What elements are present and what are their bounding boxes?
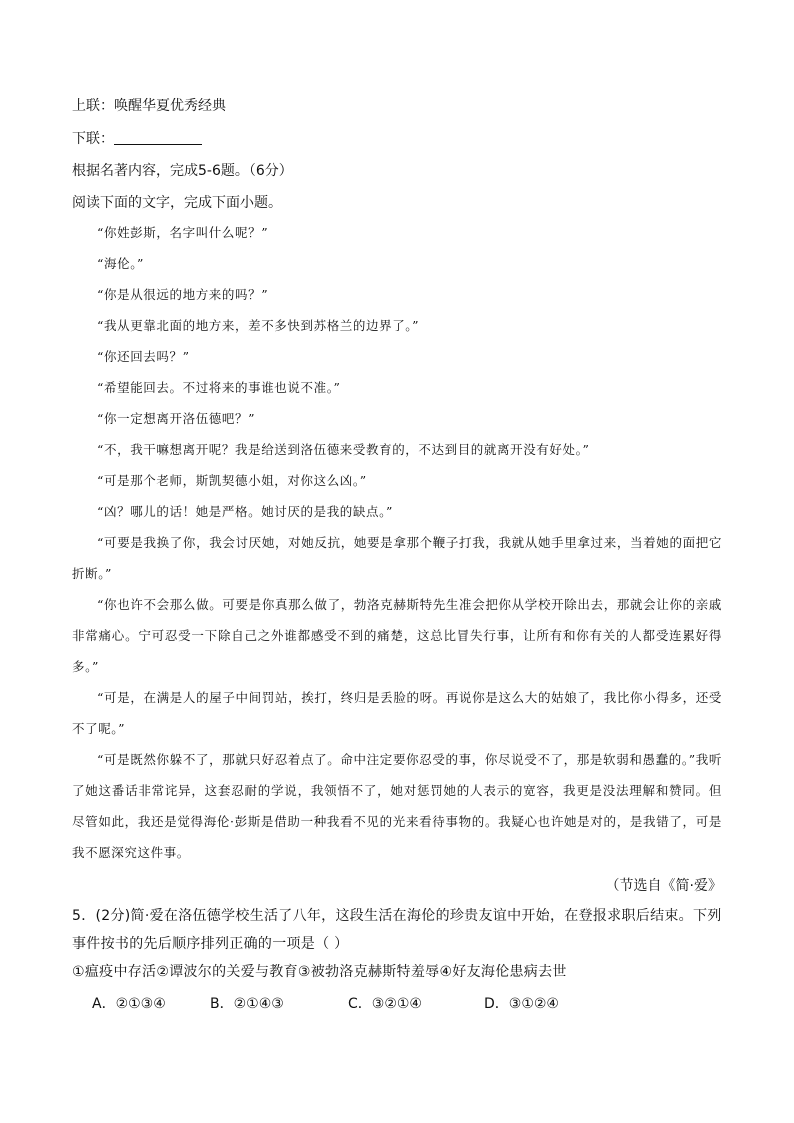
- passage-paragraph: “不，我干嘛想离开呢？我是给送到洛伍德来受教育的，不达到目的就离开没有好处。”: [97, 442, 590, 457]
- document-page: [72, 96, 722, 1018]
- passage-paragraph: “你也许不会那么做。可要是你真那么做了，勃洛克赫斯特先生准会把你从学校开除出去，那就会让你的亲戚非常痛心。宁可忍受一下除自己之外谁都感受不到的痛楚，这总比冒失行事，让所有和你有关的人都受连累好得多。”: [72, 597, 722, 674]
- answer-options: [72, 990, 722, 1018]
- couplet-lower-label: 下联：: [72, 131, 114, 147]
- couplet-lower: [72, 128, 722, 149]
- passage-paragraph: “我从更靠北面的地方来，差不多快到苏格兰的边界了。”: [97, 318, 420, 333]
- passage-paragraph: “海伦。”: [97, 256, 145, 271]
- option-c[interactable]: C．③②①④: [348, 996, 422, 1012]
- section-instruction: 根据名著内容，完成5-6题。（6分）: [72, 163, 293, 179]
- passage-paragraph: “可是既然你躲不了，那就只好忍着点了。命中注定要你忍受的事，你尽说受不了，那是软弱和愚蠢的。”我听了她这番话非常诧异，这套忍耐的学说，我领悟不了，她对惩罚她的人表示的宽容，我更是没法理解和赞同。但尽管如此，我还是觉得海伦·彭斯是借助一种我看不见的光来看待事物的。我疑心也许她是对的，是我错了，可是我不愿深究这件事。: [72, 752, 722, 860]
- passage-paragraph: “你还回去吗？”: [97, 349, 190, 364]
- question-stem: 5．(2分)简·爱在洛伍德学校生活了八年，这段生活在海伦的珍贵友谊中开始，在登报求职后结束。下列事件按书的先后顺序排列正确的一项是（ ）: [72, 908, 722, 952]
- passage-paragraph: “你姓彭斯，名字叫什么呢？”: [97, 225, 269, 240]
- passage-paragraph: “希望能回去。不过将来的事谁也说不准。”: [97, 380, 341, 395]
- passage-source: （节选自《简·爱》: [605, 878, 722, 894]
- reading-instruction: 阅读下面的文字，完成下面小题。: [72, 195, 282, 211]
- option-b[interactable]: B．②①④③: [210, 996, 284, 1012]
- answer-blank: [114, 128, 202, 145]
- passage-paragraph: “你一定想离开洛伍德吧？”: [97, 411, 256, 426]
- question-events: ①瘟疫中存活②谭波尔的关爱与教育③被勃洛克赫斯特羞辱④好友海伦患病去世: [72, 964, 567, 980]
- passage-paragraph: “凶？哪儿的话！她是严格。她讨厌的是我的缺点。”: [97, 504, 393, 519]
- reading-passage: [72, 217, 722, 868]
- passage-paragraph: “你是从很远的地方来的吗？”: [97, 287, 269, 302]
- option-d[interactable]: D．③①②④: [484, 996, 559, 1012]
- passage-paragraph: “可是那个老师，斯凯契德小姐，对你这么凶。”: [97, 473, 367, 488]
- couplet-upper: 上联：唤醒华夏优秀经典: [72, 98, 226, 114]
- option-a[interactable]: A．②①③④: [92, 996, 166, 1012]
- passage-paragraph: “可是，在满是人的屋子中间罚站，挨打，终归是丢脸的呀。再说你是这么大的姑娘了，我比你小得多，还受不了呢。”: [72, 690, 722, 736]
- passage-paragraph: “可要是我换了你，我会讨厌她，对她反抗，她要是拿那个鞭子打我，我就从她手里拿过来，当着她的面把它折断。”: [72, 535, 722, 581]
